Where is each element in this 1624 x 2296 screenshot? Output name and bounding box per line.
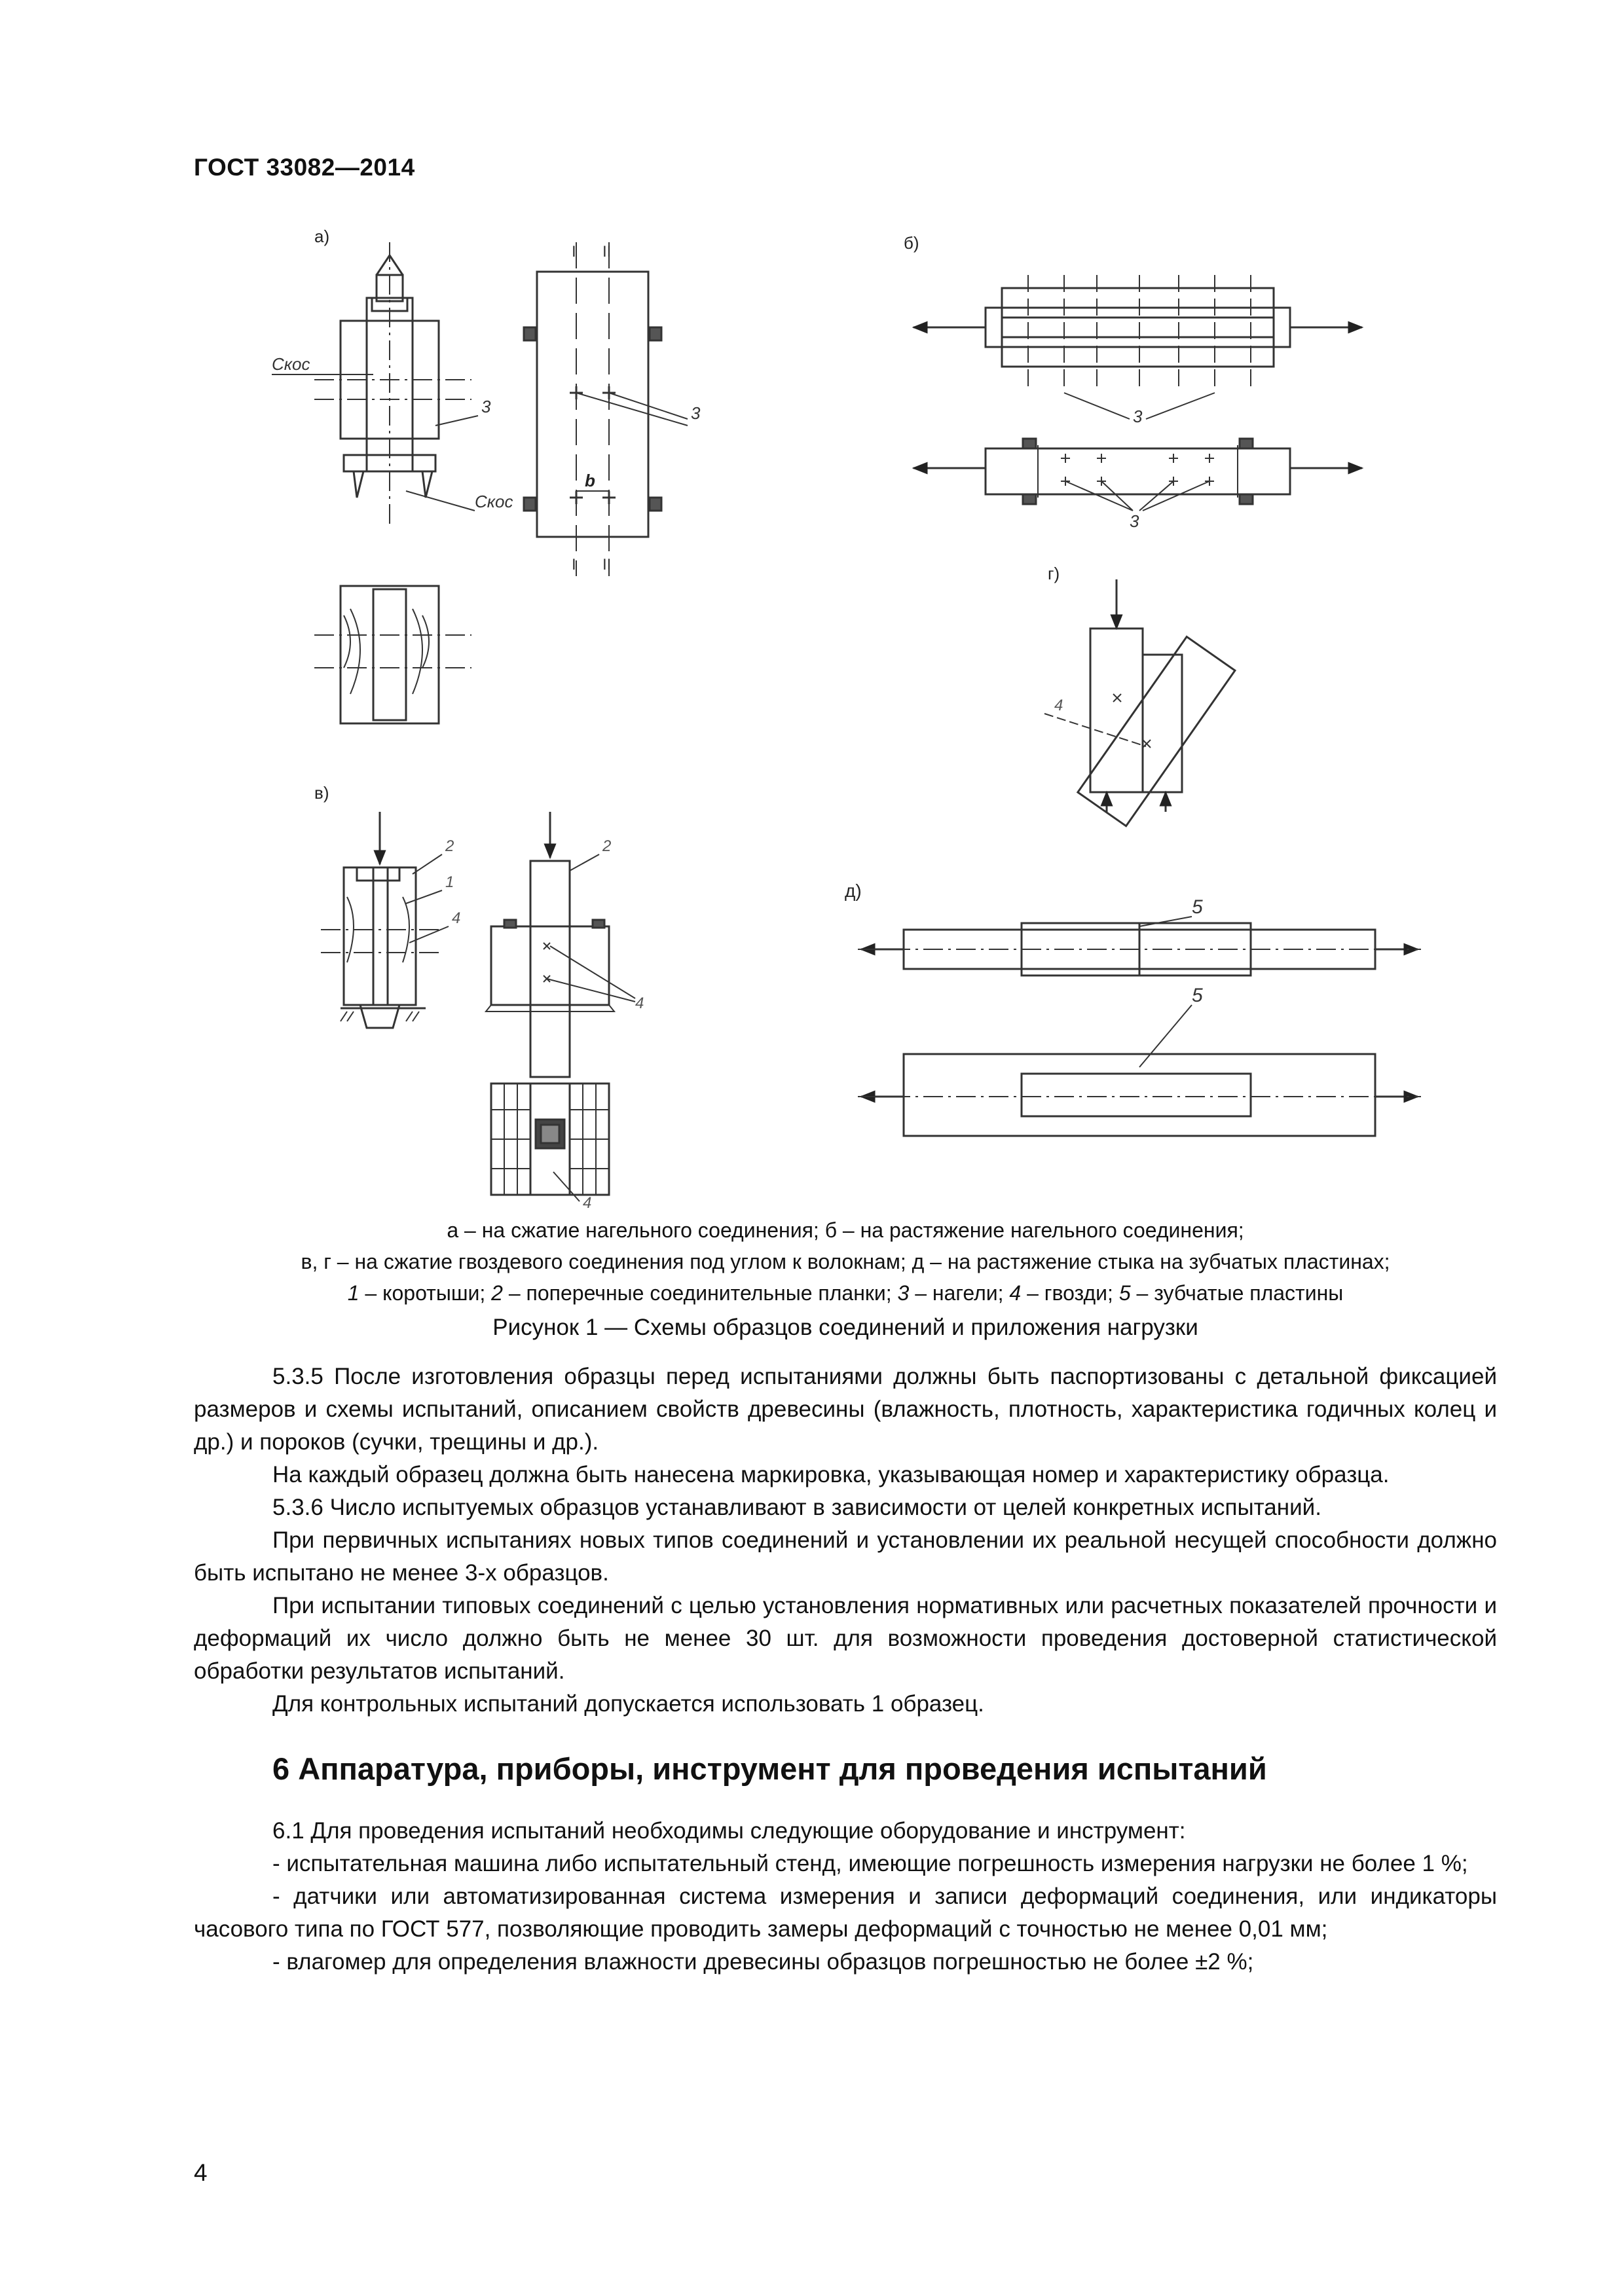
label-skos-top: Скос <box>272 354 310 374</box>
document-header: ГОСТ 33082—2014 <box>194 154 415 181</box>
label-d-5-top: 5 <box>1192 896 1203 918</box>
legend-line-2: в, г – на сжатие гвоздевого соединения под углом к волокнам; д – на растяжение стыка на зубчатых пластинах; <box>301 1250 1390 1273</box>
label-a-3: 3 <box>481 397 491 416</box>
paragraph-primary-tests: При первичных испытаниях новых типов соединений и установлении их реальной несущей способности должно быть испытано не менее 3-х образцов. <box>194 1527 1497 1586</box>
panel-b <box>904 233 1362 531</box>
legend-t4: – гвозди; <box>1021 1281 1119 1305</box>
axis-I-bottom: I <box>572 556 576 574</box>
list-item-moisture-meter: - влагомер для определения влажности древесины образцов погрешностью не более ±2 %; <box>272 1949 1254 1975</box>
label-v-2-right: 2 <box>602 837 612 855</box>
label-v-4-left: 4 <box>452 909 461 927</box>
paragraph-5-3-6: 5.3.6 Число испытуемых образцов устанавливают в зависимости от целей конкретных испытаний. <box>272 1495 1321 1520</box>
label-v-1: 1 <box>445 873 454 891</box>
list-item-testing-machine: - испытательная машина либо испытательный стенд, имеющие погрешность измерения нагрузки не более 1 %; <box>272 1851 1468 1876</box>
legend-line-1: а – на сжатие нагельного соединения; б – на растяжение нагельного соединения; <box>447 1218 1244 1242</box>
panel-v-label: в) <box>314 783 329 803</box>
legend-n5: 5 <box>1118 1281 1131 1305</box>
legend-n3: 3 <box>897 1281 910 1305</box>
label-b-3-top: 3 <box>1133 407 1143 426</box>
paragraph-typical-tests: При испытании типовых соединений с целью установления нормативных или расчетных показателей прочности и деформаций их число должно быть не менее 30 шт. для возможности проведения достоверной статистической обработки результатов испытаний. <box>194 1593 1497 1684</box>
legend-line-3 <box>194 1277 1497 1309</box>
label-a-3-front: 3 <box>691 403 701 423</box>
label-v-4-right: 4 <box>635 994 644 1012</box>
legend-t1: – коротыши; <box>359 1281 492 1305</box>
axis-I-top: I <box>572 243 576 261</box>
figure-caption: Рисунок 1 — Схемы образцов соединений и приложения нагрузки <box>492 1315 1198 1340</box>
legend-n1: 1 <box>347 1281 360 1305</box>
figure-1 <box>216 223 1513 1211</box>
label-d-5-bottom: 5 <box>1192 985 1203 1006</box>
paragraph-5-3-5: 5.3.5 После изготовления образцы перед испытаниями должны быть паспортизованы с детальной фиксацией размеров и схемы испытаний, описанием свойств древесины (влажность, плотность, характеристика годичных колец и др.) и пороков (сучки, трещины и др.). <box>194 1364 1497 1455</box>
document-body <box>194 1360 1497 1978</box>
panel-g <box>1044 564 1235 826</box>
paragraph-6-1: 6.1 Для проведения испытаний необходимы следующие оборудование и инструмент: <box>272 1818 1186 1844</box>
legend-n4: 4 <box>1009 1281 1022 1305</box>
legend-t3: – нагели; <box>909 1281 1010 1305</box>
axis-II-top: II <box>602 243 612 261</box>
label-dim-b: b <box>585 471 595 490</box>
page-number: 4 <box>194 2159 208 2186</box>
label-b-3-bottom: 3 <box>1130 511 1139 531</box>
panel-v <box>314 783 644 1211</box>
label-v-2-left: 2 <box>445 837 454 855</box>
label-g-4: 4 <box>1054 697 1063 714</box>
figure-1-drawing <box>216 223 1513 1211</box>
paragraph-control-tests: Для контрольных испытаний допускается использовать 1 образец. <box>272 1691 984 1717</box>
legend-n2: 2 <box>491 1281 503 1305</box>
list-item-sensors: - датчики или автоматизированная система измерения и записи деформаций соединения, или индикаторы часового типа по ГОСТ 577, позволяющие проводить замеры деформаций с точностью не менее 0,01 мм; <box>194 1884 1497 1942</box>
panel-d-label: д) <box>845 881 862 901</box>
panel-a <box>272 227 701 723</box>
panel-a-label: а) <box>314 227 330 246</box>
paragraph-marking: На каждый образец должна быть нанесена маркировка, указывающая номер и характеристику образца. <box>272 1462 1390 1487</box>
panel-g-label: г) <box>1048 564 1060 583</box>
legend-t5: – зубчатые пластины <box>1130 1281 1344 1305</box>
label-skos-bottom: Скос <box>475 492 513 511</box>
axis-II-bottom: II <box>602 556 612 574</box>
section-6-title: 6 Аппаратура, приборы, инструмент для проведения испытаний <box>272 1751 1267 1786</box>
legend-t2: – поперечные соединительные планки; <box>502 1281 898 1305</box>
label-v-4-plan: 4 <box>583 1194 592 1211</box>
panel-b-label: б) <box>904 233 919 253</box>
panel-d <box>845 881 1421 1136</box>
figure-legend <box>194 1214 1497 1309</box>
